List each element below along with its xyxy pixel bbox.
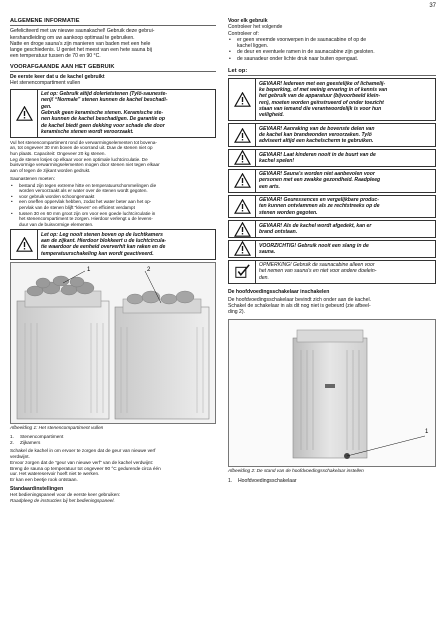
warning-box-2	[228, 123, 436, 147]
letop-heading: Let op:	[228, 68, 436, 76]
intro-line: lange geschiedenis. U geniet het meest van een hete sauna bij	[10, 47, 152, 54]
warning-box-5	[228, 195, 436, 219]
warning-text	[256, 124, 378, 146]
warning-line: de kachel kan brandwonden veroorzaken. Tylö	[259, 131, 372, 138]
warning-icon	[229, 79, 256, 120]
intro-line: een temperatuur tussen de 70 en 90 °C.	[10, 53, 101, 60]
intro-line: Gefeliciteerd met uw nieuwe saunakachel! Gebruik deze gebrui-	[10, 28, 155, 35]
page-number: 37	[429, 3, 436, 9]
body-line: Vul het stenencompartiment rond de verwarmingselementen tot bovena-	[10, 139, 157, 145]
warning-text	[256, 170, 383, 192]
warning-icon	[11, 90, 38, 137]
body-line: Breng de sauna op temperatuur tot ongeveer 90 °C gedurende circa één	[10, 465, 161, 471]
right-column	[228, 18, 436, 484]
list-item: • tussen 30 en 60 mm groot zijn om voor een goede luchtcirculatie in het stenencompartiment te zorgen. Hierdoor verlengt u de levens- duur van de buisvormige elementen.	[10, 211, 216, 228]
warning-line: sauna.	[259, 248, 276, 255]
warning-line: GEVAAR! Sauna’s worden niet aanbevolen voor	[259, 171, 375, 178]
warning-line: GEVAAR! Iedereen met een geestelijke of lichamelij-	[259, 80, 386, 87]
body-line: Het bedieningspaneel voor de eerste keer gebruiken:	[10, 491, 121, 497]
body-line: Controleer het volgende	[228, 24, 283, 31]
note-side-chambers-text	[38, 230, 169, 258]
left-column	[10, 18, 216, 505]
list-item: • de saunadeur onder lichte druk naar buiten opengaat.	[228, 56, 436, 62]
body-line: Schakel de kachel in om ervoer te zorgen dat de geur van nieuwe verf	[10, 448, 156, 454]
remark-line: OPMERKING! Gebruik de saunacabine alleen voor	[259, 262, 375, 269]
note-stones-box	[10, 89, 216, 138]
warning-line: VOORZICHTIG! Gebruik nooit een slang in de	[259, 242, 369, 249]
warning-icon	[229, 124, 256, 146]
stones-requirements-intro: Saunastenen moeten:	[10, 176, 55, 182]
figure-2-label-1: 1	[425, 428, 429, 435]
warning-line: adviseert altijd een kachelscherm te gebruiken.	[259, 138, 374, 145]
body-line: verdwijnt.	[10, 454, 30, 460]
figure-2-main-switch	[228, 319, 436, 467]
caution-box	[228, 240, 436, 258]
body-line: aan of tegen de zijkant worden gedrukt.	[10, 167, 91, 173]
warning-line: personen met een zwakke gezondheid. Raadpleeg	[259, 177, 381, 184]
warning-line: een arts.	[259, 183, 280, 190]
warning-line: brand ontstaan.	[259, 229, 298, 236]
legend-item: 2. Zijkamers	[10, 439, 41, 445]
heater-stones-illustration	[11, 263, 215, 423]
figure-2-caption: Afbeelding 2: De stand van de hoofdvoedingsschakelaar instellen	[228, 467, 364, 473]
warning-line: GEVAAR! Aanraking van de bovenste delen van	[259, 125, 375, 132]
note-line: nen kunnen de kachel beschadigen. De garantie op	[41, 116, 165, 123]
warning-icon	[229, 150, 256, 166]
body-line: ding 2).	[228, 309, 245, 316]
warning-line: kachel spelen!	[259, 157, 295, 164]
note-line: tie waardoor de eenheid oververhit kan raken en de	[41, 244, 166, 251]
subheading-default-settings: Standaardinstellingen	[10, 485, 64, 492]
paint-smell-text	[10, 448, 216, 482]
warning-box-4	[228, 169, 436, 193]
check-list	[228, 37, 436, 62]
body-line: Raadpleeg de instructies bij het bedieningspaneel.	[10, 498, 115, 504]
warning-text	[256, 196, 383, 218]
figure-1-caption: Afbeelding 1: Het stenencompartiment vullen	[10, 424, 104, 430]
warning-box-6	[228, 220, 436, 238]
body-line: an, tot ongeveer 30 mm boven de voorrand uit. Duw de stenen niet op	[10, 145, 153, 151]
subheading-main-switch: De hoofdvoedingsschakelaar inschakelen	[228, 288, 330, 295]
remark-text	[256, 261, 379, 283]
remark-line: het nemen van sauna’s en niet voor andere doelein-	[259, 268, 377, 275]
list-item: • voor gebruik worden schoongemaakt	[10, 194, 216, 200]
warning-box-3	[228, 149, 436, 167]
remark-line: den.	[259, 274, 269, 281]
main-switch-text	[228, 297, 436, 316]
warning-icon	[229, 221, 256, 237]
stones-requirements-list	[10, 183, 216, 228]
warning-line: ke beperking, of met weinig ervaring in of kennis van	[259, 87, 388, 94]
body-line: Ervoor zorgen dat de “geur van nieuwe verf” van de kachel verdwijnt:	[10, 459, 154, 465]
warning-line: staan van iemand die verantwoordelijk is voor hun	[259, 106, 382, 113]
list-item: • een oneffen oppervlak hebben, zodat het water beter aan het op- pervlak van de stenen blijft “kleven” en efficiënt verdampt	[10, 199, 216, 210]
body-line: Leg de stenen losjes op elkaar voor een optimale luchtcirculatie. De	[10, 156, 148, 162]
warning-line: GEVAAR! Laat kinderen nooit in de buurt van de	[259, 151, 376, 158]
remark-box	[228, 260, 436, 284]
figure-1-heater-stones	[10, 262, 216, 424]
body-line: Controleer of:	[228, 30, 259, 37]
warning-text	[256, 79, 390, 120]
fill-instructions	[10, 140, 216, 174]
list-item: • er geen vreemde voorwerpen in de saunacabine of op de kachel liggen.	[228, 37, 436, 50]
body-line: buisvormige verwarmingselementen mogen door stenen niet tegen elkaar	[10, 162, 160, 168]
subheading-before-each-use: Voor elk gebruik	[228, 18, 268, 24]
note-line: nen)! “Normale” stenen kunnen de kachel beschadi-	[41, 97, 168, 104]
note-stones-text	[38, 90, 171, 137]
note-line: Let op: Gebruik altijd dolerietstenen (Tylö-sauneste-	[41, 91, 168, 98]
figure-1-legend	[10, 434, 216, 446]
warning-text	[256, 150, 379, 166]
body-line: De hoofdvoedingsschakelaar bevindt zich onder aan de kachel.	[228, 296, 372, 303]
intro-line: Natte en droge sauna’s zijn manieren van baden met een hele	[10, 40, 151, 47]
warning-text	[256, 241, 372, 257]
warning-icon	[229, 196, 256, 218]
warning-line: stenen worden gegoten.	[259, 209, 318, 216]
body-line: Schakel de schakelaar in als dit nog niet is gebeurd (zie afbeel-	[228, 303, 371, 310]
warning-line: GEVAAR! Als de kachel wordt afgedekt, kan er	[259, 222, 372, 229]
warning-icon	[229, 170, 256, 192]
warning-icon	[11, 230, 38, 258]
warning-line: ten kunnen ontvlammen als ze rechtstreeks op de	[259, 203, 380, 210]
list-item: • de deur en eventuele ramen in de saunacabine zijn gesloten.	[228, 49, 436, 55]
section-heading-before-use: VOORAFGAANDE AAN HET GEBRUIK	[10, 64, 216, 72]
note-line: de kachel biedt geen dekking voor schade die door	[41, 122, 165, 129]
warning-icon	[229, 241, 256, 257]
figure-1-label-1: 1	[87, 266, 91, 273]
note-line: Gebruik geen keramische stenen. Keramische ste-	[41, 110, 164, 117]
note-line: temperatuurschakeling kan wordt geactiveerd.	[41, 250, 154, 257]
warning-line: ren), moeten worden geïnstrueerd of onder toezicht	[259, 99, 384, 106]
heater-switch-illustration	[229, 320, 435, 466]
legend-item: 1. Stenencompartiment	[10, 433, 64, 439]
intro-text	[10, 28, 216, 59]
note-line: aan de zijkant. Hierdoor blokkeert u de luchtcircula-	[41, 238, 167, 245]
intro-line: kershandleiding om uw aankoop optimaal te gebruiken.	[10, 34, 135, 41]
body-line: uur. Het watereservoir hoeft niet te werken.	[10, 471, 100, 477]
warning-box-1	[228, 78, 436, 121]
note-line: Let op: Leg nooit stenen boven op de luchtkamers	[41, 231, 163, 238]
checkmark-icon	[229, 261, 256, 283]
figure-2-legend: 1. Hoofdvoedingsschakelaar	[228, 477, 297, 484]
subheading-fill-stones: Het stenencompartiment vullen	[10, 80, 81, 87]
warning-line: GEVAAR! Geuressences en vergelijkbare produc-	[259, 197, 379, 204]
note-line: gen.	[41, 103, 52, 110]
warning-text	[256, 221, 374, 237]
section-heading-general: ALGEMENE INFORMATIE	[10, 18, 216, 26]
figure-1-label-2: 2	[147, 266, 151, 273]
list-item: • bestand zijn tegen extreme hitte en temperatuurschommelingen die worden veroorzaakt als er water over de stenen wordt gegoten.	[10, 183, 216, 194]
body-line: hun plaats. Capaciteit: Ongeveer 20 kg stenen.	[10, 150, 106, 156]
warning-line: veiligheid.	[259, 112, 284, 119]
note-line: keramische stenen wordt veroorzaakt.	[41, 128, 134, 135]
warning-line: het gebruik van de apparatuur (bijvoorbeeld klein-	[259, 93, 381, 100]
note-side-chambers-box	[10, 229, 216, 259]
subheading-first-use: De eerste keer dat u de kachel gebruikt	[10, 74, 105, 81]
body-line: Er kan een beetje rook ontstaan.	[10, 476, 78, 482]
